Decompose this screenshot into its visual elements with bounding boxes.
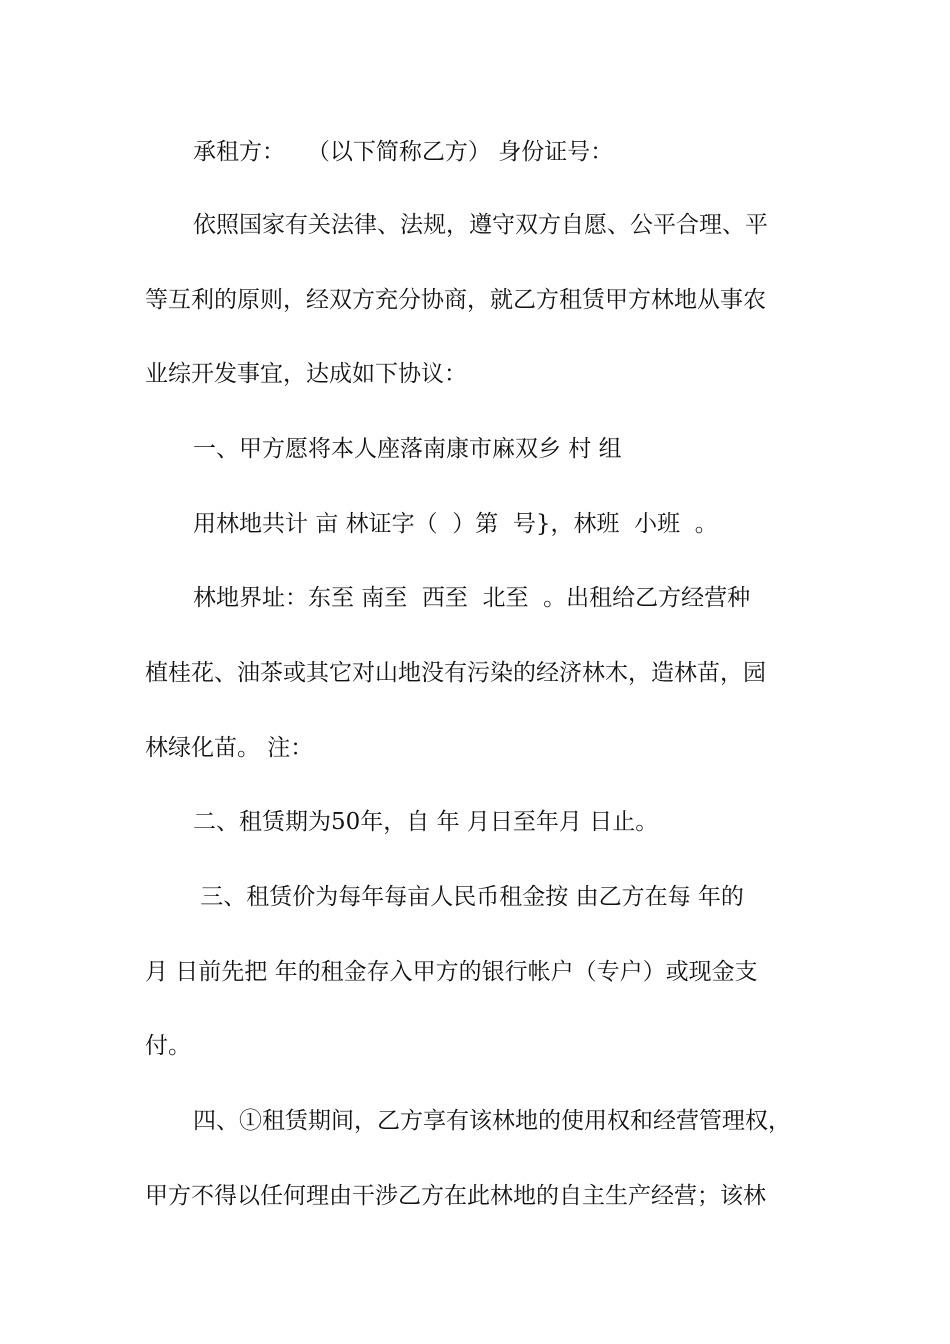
text-line-clause-1e: 林绿化苗。 注： <box>145 735 314 761</box>
text-line-preamble-1: 依照国家有关法律、法规，遵守双方自愿、公平合理、平 <box>193 212 768 238</box>
text-line-clause-1c: 林地界址：东至 南至 西至 北至 。出租给乙方经营种 <box>193 585 751 611</box>
text-line-clause-2: 二、租赁期为50年，自 年 月日至年月 日止。 <box>193 809 659 835</box>
text-line-clause-3c: 付。 <box>145 1033 191 1059</box>
text-line-clause-4a: 四、①租赁期间，乙方享有该林地的使用权和经营管理权， <box>193 1108 791 1134</box>
text-line-clause-1d: 植桂花、油茶或其它对山地没有污染的经济林木，造林苗，园 <box>145 660 766 686</box>
text-line-clause-4b: 甲方不得以任何理由干涉乙方在此林地的自主生产经营；该林 <box>145 1183 766 1209</box>
text-line-preamble-2: 等互利的原则，经双方充分协商，就乙方租赁甲方林地从事农 <box>145 287 766 313</box>
text-line-preamble-3: 业综开发事宜，达成如下协议： <box>145 361 467 387</box>
text-line-clause-3b: 月 日前先把 年的租金存入甲方的银行帐户（专户）或现金支 <box>145 959 758 985</box>
text-line-clause-1b: 用林地共计 亩 林证字（ ）第 号}，林班 小班 。 <box>193 511 718 537</box>
text-line-clause-3a: 三、租赁价为每年每亩人民币租金按 由乙方在每 年的 <box>193 884 744 910</box>
text-line-lessee: 承租方： （以下简称乙方） 身份证号： <box>193 139 614 165</box>
text-line-clause-1a: 一、甲方愿将本人座落南康市麻双乡 村 组 <box>193 436 622 462</box>
